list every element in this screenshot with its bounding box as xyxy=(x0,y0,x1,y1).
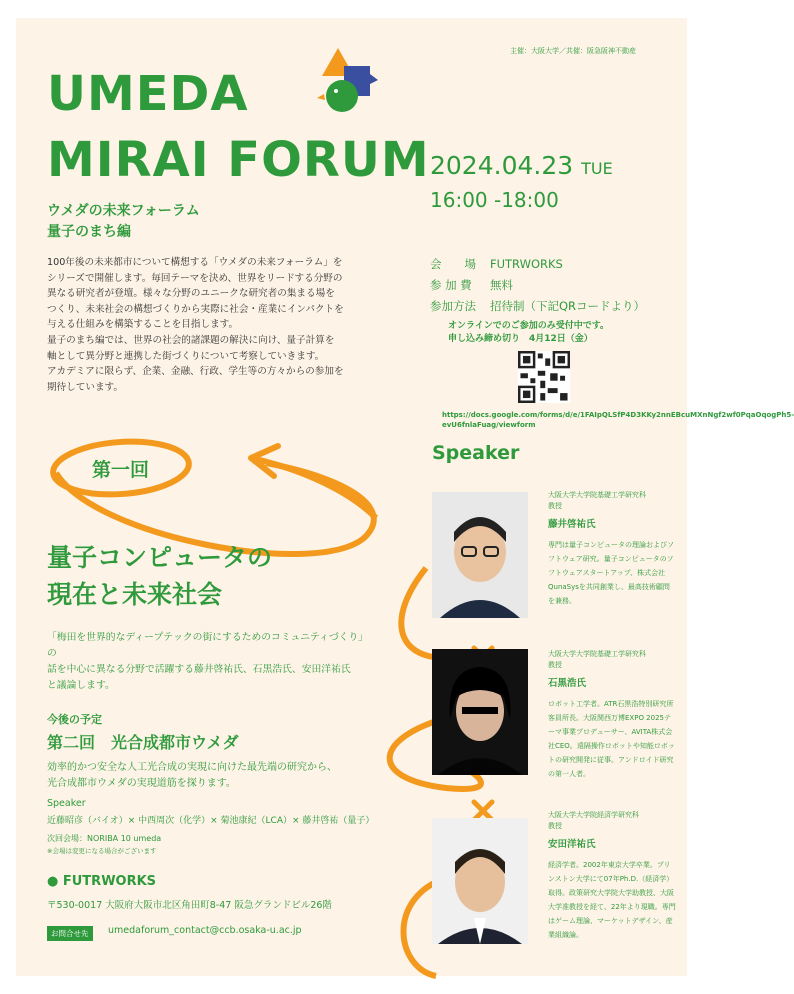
poster xyxy=(16,18,794,976)
access-address: 〒530-0017 大阪府大阪市北区角田町8-47 阪急グランドビル26階 xyxy=(47,900,332,911)
access-name: ● FUTRWORKS xyxy=(47,874,157,889)
speaker-photo-3 xyxy=(432,818,528,944)
speaker-heading: Speaker xyxy=(432,442,520,464)
event-date: 2024.04.23 TUE xyxy=(430,151,613,180)
upcoming-venue: 次回会場：NORIBA 10 umeda xyxy=(47,834,162,843)
info-method: 参加方法 招待制（下記QRコードより） xyxy=(430,299,646,313)
session-theme: 量子コンピュータの 現在と未来社会 xyxy=(47,543,273,609)
upcoming-label: 今後の予定 xyxy=(47,713,102,726)
session-label: 第一回 xyxy=(92,459,150,481)
upcoming-caveat: ※会場は変更になる場合がございます xyxy=(47,847,157,855)
upcoming-desc: 効率的かつ安全な人工光合成の実現に向けた最先端の研究から、 光合成都市ウメダの実現道筋を探ります。 xyxy=(47,762,337,789)
title-line2: MIRAI FORUM xyxy=(47,132,430,188)
qr-code[interactable] xyxy=(518,351,570,403)
subtitle-2: 量子のまち編 xyxy=(47,224,131,240)
upcoming-speakers: 近藤昭彦（バイオ）× 中西周次（化学）× 菊池康紀（LCA）× 藤井啓祐（量子） xyxy=(47,816,375,826)
info-fee: 参 加 費 無料 xyxy=(430,278,513,292)
intro-text: 100年後の未来都市について構想する「ウメダの未来フォーラム」を シリーズで開催します。毎回テーマを決め、世界をリードする分野の 異なる研究者が登壇。様々な分野のユニークな研究者の集まる場を つくり、未来社会の構想づくりから実際に社会・産業にインパクトを 与える仕組みを構築することを目指します。 量子のまち編では、世界の社会的諸課題の解決に向け、量子計算を 軸として異分野と連携した街づくりについて考察していきます。 アカデミアに限らず、企業、金融、行政、学生等の方々からの参加を 期待しています。 xyxy=(47,257,344,393)
deadline-note: 申し込み締め切り 4月12日（金） xyxy=(448,334,593,344)
upcoming-speaker-label: Speaker xyxy=(47,798,86,809)
speaker-2: 大阪大学大学院基礎工学研究科 教授 石黒浩氏 ロボット工学者。ATR石黒浩特別研究所客員所長。大阪関西万博EXPO 2025テーマ事業プロデューサー、AVITA株式会社CEO。遠隔操作ロボットや知能ロボットの研究開発に従事。アンドロイド研究の第一人者。 xyxy=(548,650,675,778)
title-line1: UMEDA xyxy=(47,66,249,122)
bird-logo xyxy=(316,46,380,116)
speaker-1: 大阪大学大学院基礎工学研究科 教授 藤井啓祐氏 専門は量子コンピュータの理論およびソフトウェア研究。量子コンピュータのソフトウェアスタートアップ、株式会社QunaSysを共同創業し、最高技術顧問を兼務。 xyxy=(548,491,674,605)
speaker-photo-2 xyxy=(432,649,528,775)
speaker-photo-1 xyxy=(432,492,528,618)
contact-email[interactable]: umedaforum_contact@ccb.osaka-u.ac.jp xyxy=(108,925,302,936)
speaker-3: 大阪大学大学院経済学研究科 教授 安田洋祐氏 経済学者。2002年東京大学卒業。プリンストン大学にて07年Ph.D.（経済学）取得。政策研究大学院大学助教授、大阪大学准教授を経て、22年より現職。専門はゲーム理論、マーケットデザイン、産業組織論。 xyxy=(548,811,676,939)
contact-label: お問合せ先 xyxy=(47,926,93,941)
registration-url[interactable]: https://docs.google.com/forms/d/e/1FAIpQLSfP4D3KKy2nnEBcuMXnNgf2wf0PqaOqogPh5-evU6fnlaFuag/viewform xyxy=(442,411,794,429)
session-lead: 「梅田を世界的なディープテックの街にするためのコミュニティづくり」の 話を中心に異なる分野で活躍する藤井啓祐氏、石黒浩氏、安田洋祐氏 と議論します。 xyxy=(47,632,369,691)
info-venue: 会 場 FUTRWORKS xyxy=(430,257,563,271)
subtitle-1: ウメダの未来フォーラム xyxy=(47,203,200,219)
location-pin-icon: ● xyxy=(47,874,59,889)
organizer: 主催：大阪大学／共催：阪急阪神不動産 xyxy=(510,47,636,55)
upcoming-title: 第二回 光合成都市ウメダ xyxy=(47,733,239,752)
event-time: 16:00 -18:00 xyxy=(430,188,559,212)
online-note: オンラインでのご参加のみ受付中です。 xyxy=(448,321,610,331)
